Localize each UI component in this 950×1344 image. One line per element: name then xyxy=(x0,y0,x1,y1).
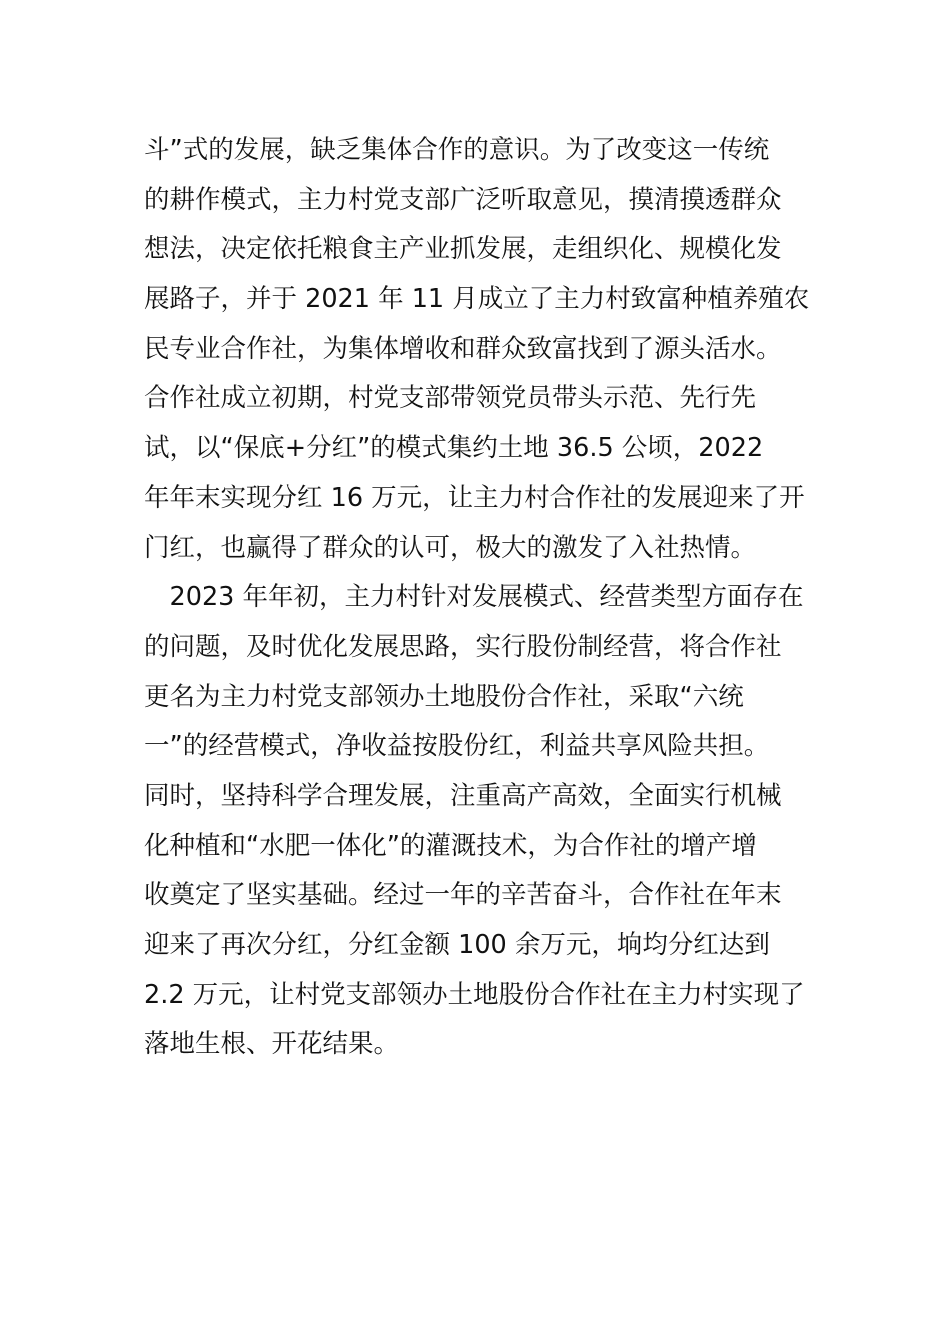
text-line: 年年末实现分红 16 万元，让主力村合作社的发展迎来了开 xyxy=(144,482,805,513)
text-line: 斗”式的发展，缺乏集体合作的意识。为了改变这一传统 xyxy=(144,135,770,165)
text-line: 落地生根、开花结果。 xyxy=(144,1029,400,1060)
text-line: 收奠定了坚实基础。经过一年的辛苦奋斗，合作社在年末 xyxy=(144,880,782,911)
text-line: 化种植和“水肥一体化”的灌溉技术，为合作社的增产增 xyxy=(144,830,757,861)
text-line: 迎来了再次分红，分红金额 100 余万元，垧均分红达到 xyxy=(144,930,770,960)
text-line: 一”的经营模式，净收益按股份红，利益共享风险共担。 xyxy=(144,731,770,762)
text-line: 2.2 万元，让村党支部领办土地股份合作社在主力村实现了 xyxy=(144,979,805,1010)
text-line: 门红，也赢得了群众的认可，极大的激发了入社热情。 xyxy=(144,532,757,563)
text-line: 的问题，及时优化发展思路，实行股份制经营，将合作社 xyxy=(144,631,782,662)
text-line: 更名为主力村党支部领办土地股份合作社，采取“六统 xyxy=(144,681,744,712)
text-line: 同时，坚持科学合理发展，注重高产高效，全面实行机械 xyxy=(144,780,782,811)
text-line: 想法，决定依托粮食主产业抓发展，走组织化、规模化发 xyxy=(144,234,782,265)
text-line: 民专业合作社，为集体增收和群众致富找到了源头活水。 xyxy=(144,333,782,364)
text-line: 的耕作模式，主力村党支部广泛听取意见，摸清摸透群众 xyxy=(144,184,782,215)
text-line: 合作社成立初期，村党支部带领党员带头示范、先行先 xyxy=(144,383,757,414)
text-line: 2023 年年初，主力村针对发展模式、经营类型方面存在 xyxy=(144,582,804,613)
text-line: 展路子，并于 2021 年 11 月成立了主力村致富种植养殖农 xyxy=(144,284,810,315)
body-text xyxy=(144,126,824,1070)
text-line: 试，以“保底+分红”的模式集约土地 36.5 公顷，2022 xyxy=(144,433,764,464)
